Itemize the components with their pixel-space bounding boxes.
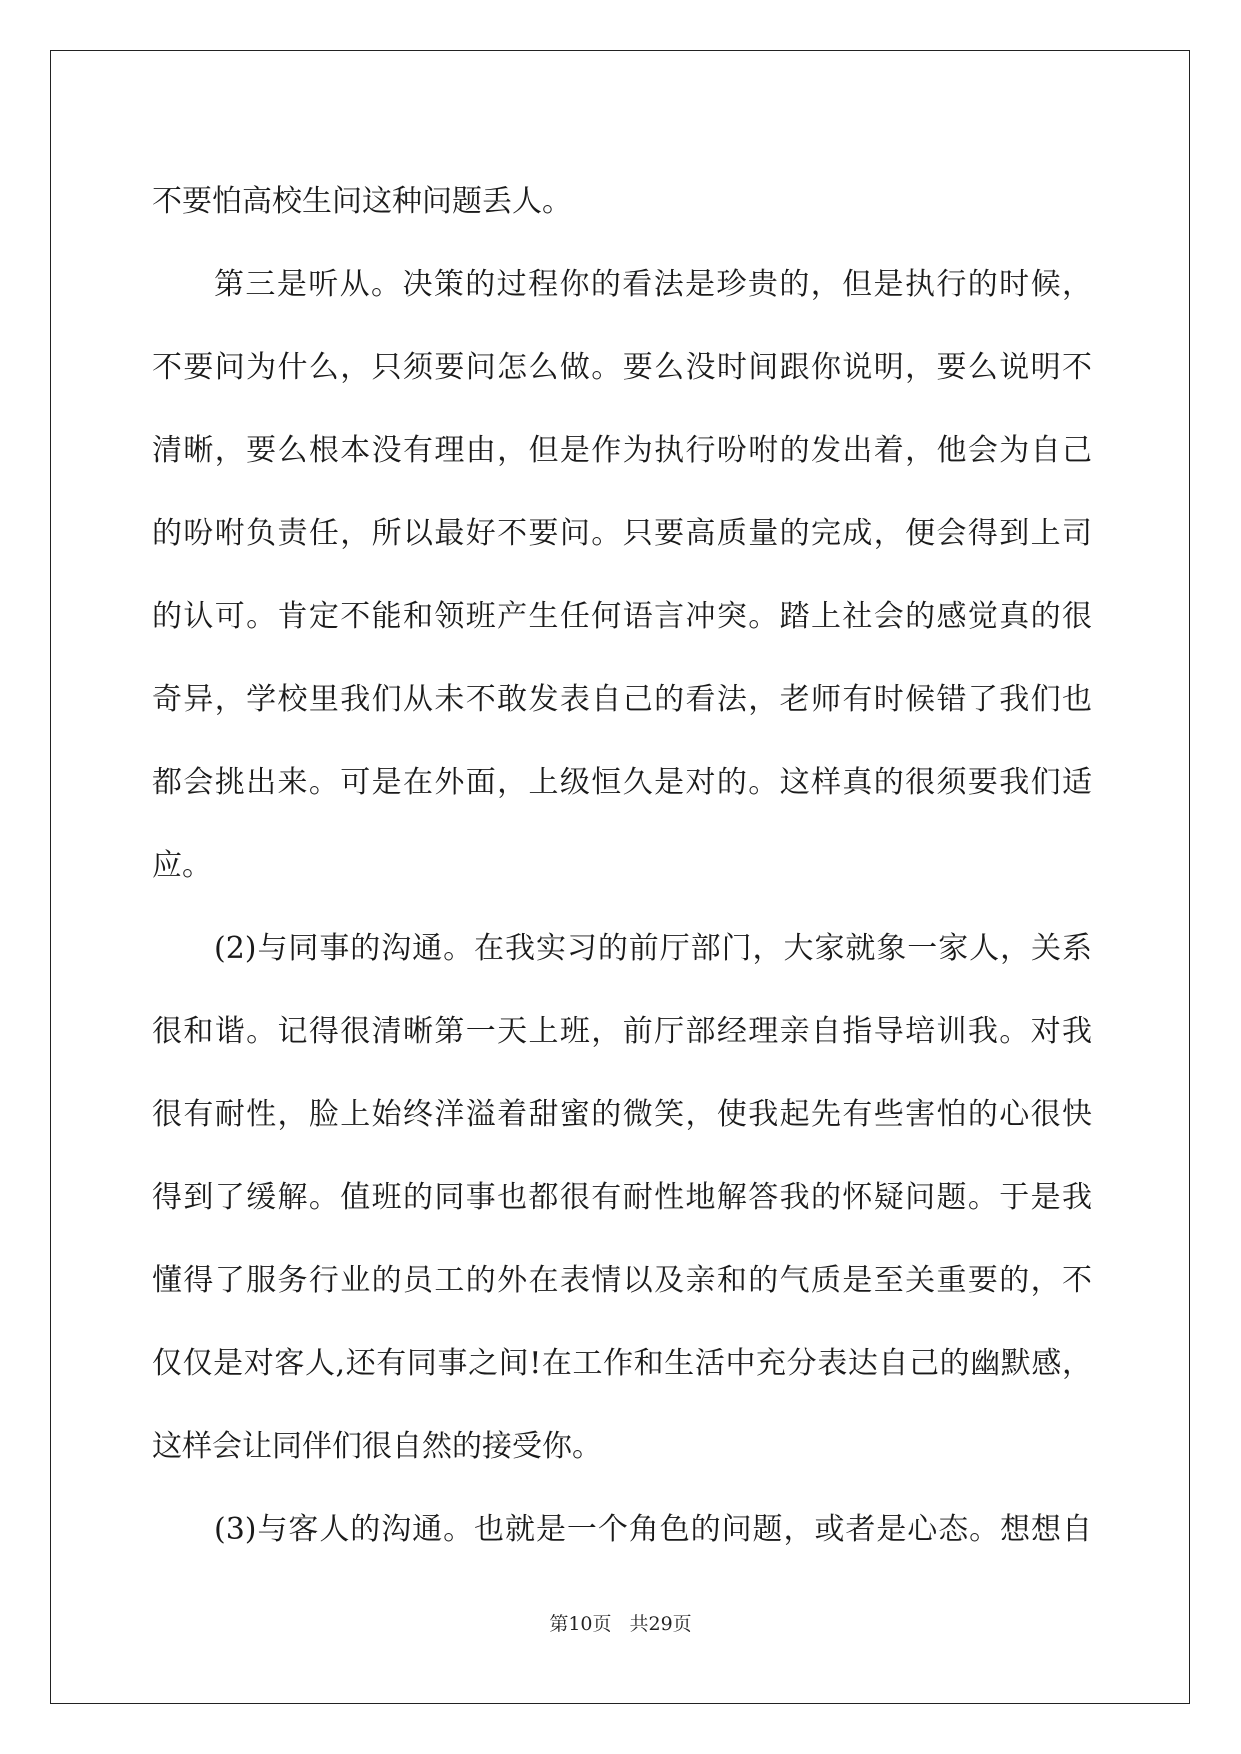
text-line: 的吩咐负责任，所以最好不要问。只要高质量的完成，便会得到上司 — [152, 516, 1092, 551]
text-line: 清晰，要么根本没有理由，但是作为执行吩咐的发出着，他会为自己 — [152, 433, 1092, 468]
text-line: 不要问为什么，只须要问怎么做。要么没时间跟你说明，要么说明不 — [152, 350, 1092, 385]
text-line: 都会挑出来。可是在外面，上级恒久是对的。这样真的很须要我们适 — [152, 765, 1092, 800]
text-line: 得到了缓解。值班的同事也都很有耐性地解答我的怀疑问题。于是我 — [152, 1180, 1092, 1215]
text-line: 第三是听从。决策的过程你的看法是珍贵的，但是执行的时候， — [214, 267, 1092, 302]
text-line: 很有耐性，脸上始终洋溢着甜蜜的微笑，使我起先有些害怕的心很快 — [152, 1097, 1092, 1132]
text-line: 仅仅是对客人,还有同事之间!在工作和生活中充分表达自己的幽默感， — [152, 1346, 1092, 1381]
text-line: 奇异，学校里我们从未不敢发表自己的看法，老师有时候错了我们也 — [152, 682, 1092, 717]
page-footer — [0, 1609, 1241, 1636]
text-line: 应。 — [152, 848, 212, 883]
text-line: 的认可。肯定不能和领班产生任何语言冲突。踏上社会的感觉真的很 — [152, 599, 1092, 634]
text-line: (2)与同事的沟通。在我实习的前厅部门，大家就象一家人，关系 — [214, 931, 1092, 966]
page-number: 第10页 — [549, 1613, 612, 1635]
text-line: 这样会让同伴们很自然的接受你。 — [152, 1429, 602, 1464]
document-body — [152, 160, 1092, 1571]
text-line: (3)与客人的沟通。也就是一个角色的问题，或者是心态。想想自 — [214, 1512, 1092, 1547]
text-line: 懂得了服务行业的员工的外在表情以及亲和的气质是至关重要的，不 — [152, 1263, 1092, 1298]
page-total: 共29页 — [629, 1613, 692, 1635]
text-line: 不要怕高校生问这种问题丢人。 — [152, 184, 572, 219]
text-line: 很和谐。记得很清晰第一天上班，前厅部经理亲自指导培训我。对我 — [152, 1014, 1092, 1049]
